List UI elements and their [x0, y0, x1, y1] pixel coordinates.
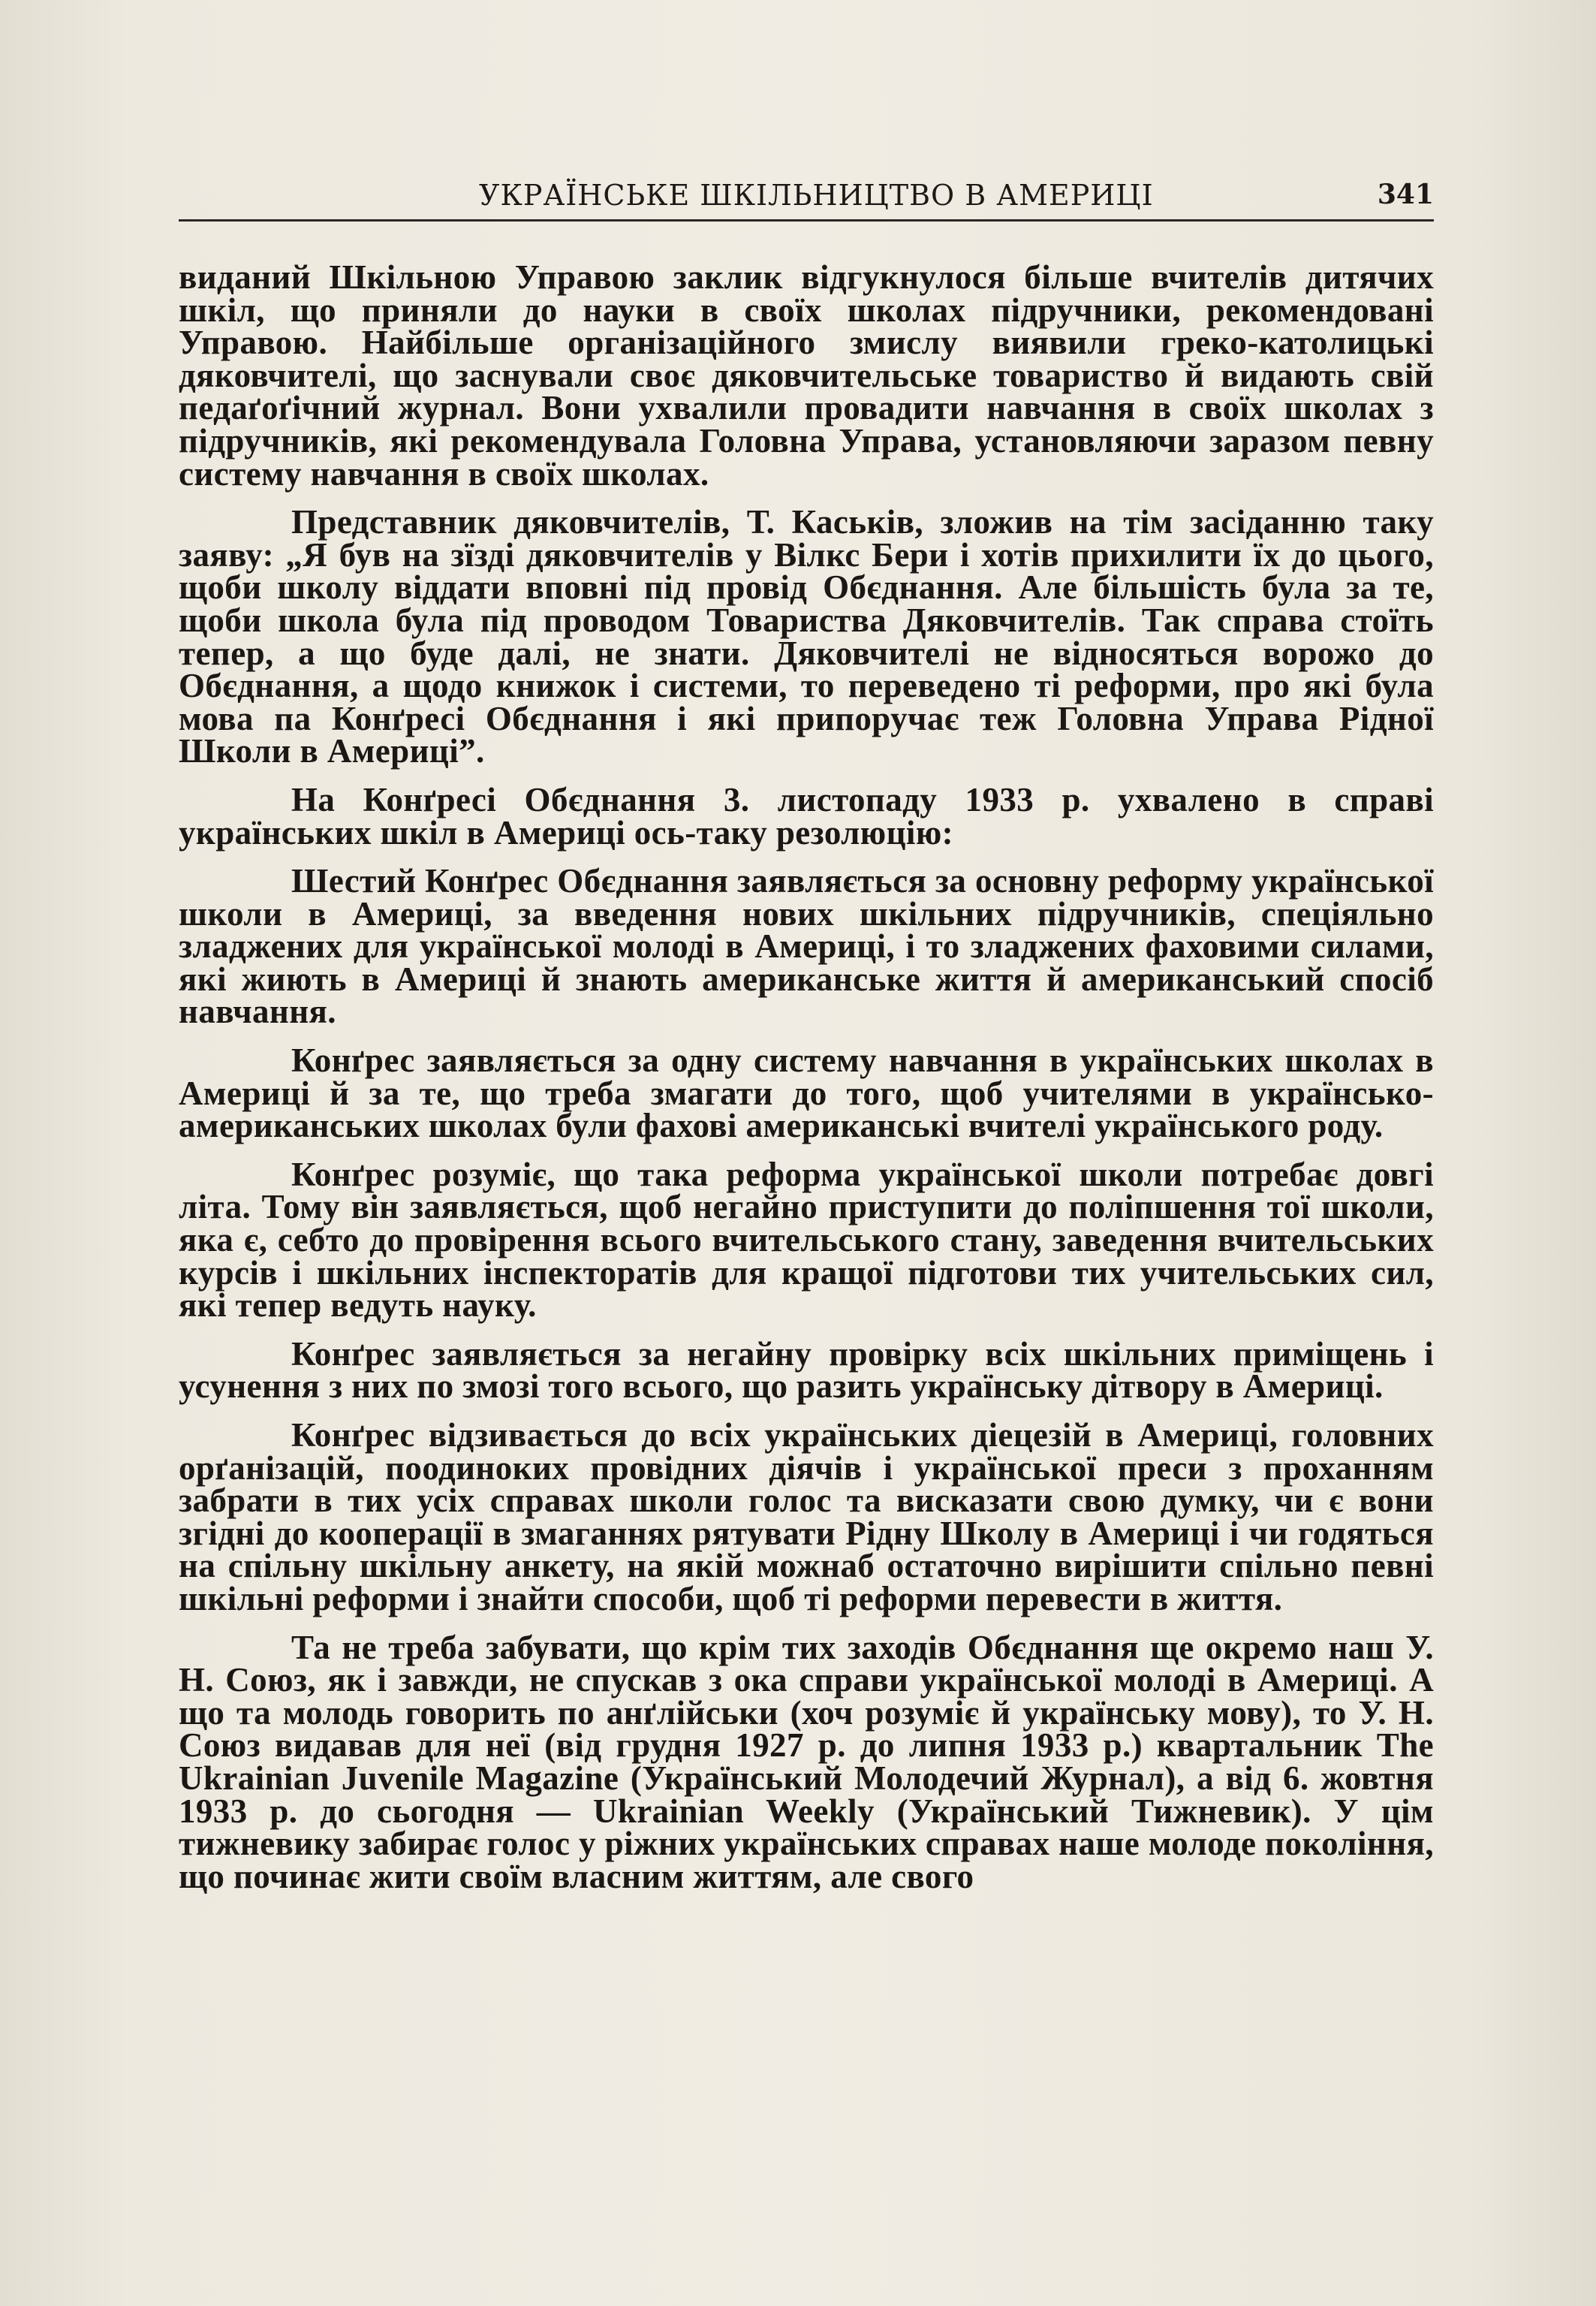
paragraph: На Конґресі Обєднання 3. листопаду 1933 р. ухвалено в справі українських шкіл в Америці ось-таку резолюцію: [179, 780, 1434, 852]
running-header [179, 174, 1434, 222]
paragraph: Представник дяковчителів, Т. Каськів, зложив на тім засіданню таку заяву: „Я був на зїзді дяковчителів у Вілкс Бери і хотів прихилити їх до цього, щоби школу віддати вповні під провід Обєднання. Але більшість була за те, щоби школа була під проводом Товариства Дяковчителів. Так справа стоїть тепер, а що буде далі, не знати. Дяковчителі не відносяться ворожо до Обєднання, а щодо книжок і системи, то переведено ті реформи, про які була мова па Конґресі Обєднання і які припоручає теж Головна Управа Рідної Школи в Америці”. [179, 503, 1434, 770]
paragraph: виданий Шкільною Управою заклик відгукнулося більше вчителів дитячих шкіл, що приняли до науки в своїх школах підручники, рекомендовані Управою. Найбільше організаційного змислу виявили греко-католицькі дяковчителі, що заснували своє дяковчительське товариство й видають свій педаґоґічний журнал. Вони ухвалили провадити навчання в своїх школах з підручників, які рекомендувала Головна Управа, установляючи заразом певну систему навчання в своїх школах. [179, 258, 1434, 493]
paragraph: Шестий Конґрес Обєднання заявляється за основну реформу української школи в Америці, за введення нових шкільних підручників, спеціяльно зладжених для української молоді в Америці, і то зладжених фаховими силами, які жиють в Америці й знають американське життя й американський спосіб навчання. [179, 862, 1434, 1031]
page-number: 341 [1377, 179, 1434, 210]
paragraph: Конґрес заявляється за негайну провірку всіх шкільних приміщень і усунення з них по змозі того всього, що разить українську дітвору в Америці. [179, 1334, 1434, 1406]
paragraph: Та не треба забувати, що крім тих заходів Обєднання ще окремо наш У. Н. Союз, як і завжди, не спускав з ока справи української молоді в Америці. А що та молодь говорить по анґлійськи (хоч розуміє й українську мову), то У. Н. Союз видавав для неї (від грудня 1927 р. до липня 1933 р.) квартальник The Ukrainian Juvenile Magazine (Український Молодечий Журнал), а від 6. жовтня 1933 р. до сьогодня — Ukrainian Weekly (Український Тижневик). У цім тижневику забирає голос у ріжних українських справах наше молоде покоління, що починає жити своїм власним життям, але свого [179, 1628, 1434, 1895]
paragraph: Конґрес розуміє, що така реформа української школи потребає довгі літа. Тому він заявляється, щоб негайно приступити до поліпшення тої школи, яка є, себто до провірення всього вчительського стану, заведення вчительських курсів і шкільних інспекторатів для кращої підготови тих учительських сил, які тепер ведуть науку. [179, 1155, 1434, 1325]
paragraph: Конґрес відзивається до всіх українських діецезій в Америці, головних орґанізацій, поодиноких провідних діячів і української преси з проханням забрати в тих усіх справах школи голос та висказати свою думку, чи є вони згідні до кооперації в змаганнях рятувати Рідну Школу в Америці і чи годяться на спільну шкільну анкету, на якій можнаб остаточно вирішити спільно певні шкільні реформи і знайти способи, щоб ті реформи перевести в життя. [179, 1416, 1434, 1617]
paragraph: Конґрес заявляється за одну систему навчання в українських школах в Америці й за те, що треба змагати до того, щоб учителями в українсько-американських школах були фахові американські вчителі українського роду. [179, 1041, 1434, 1145]
body-text [179, 258, 1434, 1909]
running-title: УКРАЇНСЬКЕ ШКІЛЬНИЦТВО В АМЕРИЦІ [479, 179, 1154, 212]
